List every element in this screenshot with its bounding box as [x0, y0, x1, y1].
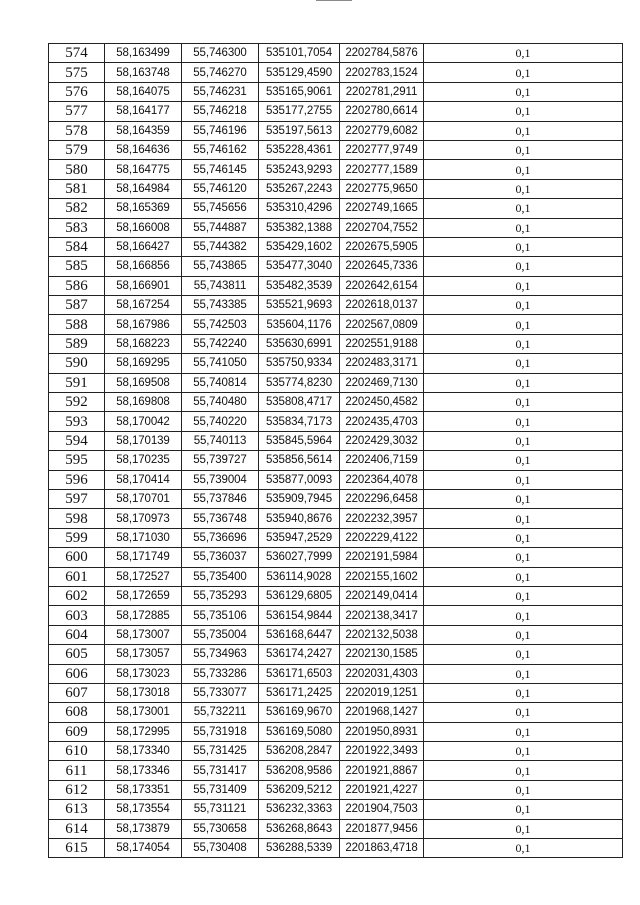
latitude-cell: 58,174054 [105, 839, 182, 858]
latitude-cell: 58,170139 [105, 431, 182, 450]
coord-x-cell: 536171,6503 [259, 664, 340, 683]
longitude-cell: 55,742240 [182, 334, 259, 353]
table-row [49, 140, 623, 159]
coord-x-cell: 535630,6991 [259, 334, 340, 353]
coord-x-cell: 535808,4717 [259, 393, 340, 412]
longitude-cell: 55,740220 [182, 412, 259, 431]
latitude-cell: 58,170042 [105, 412, 182, 431]
accuracy-cell: 0,1 [424, 199, 623, 218]
point-number-cell: 608 [49, 703, 105, 722]
coord-x-cell: 535382,1388 [259, 218, 340, 237]
point-number-cell: 612 [49, 780, 105, 799]
longitude-cell: 55,731409 [182, 780, 259, 799]
latitude-cell: 58,172527 [105, 567, 182, 586]
coord-y-cell: 2201968,1427 [340, 703, 424, 722]
coord-x-cell: 535429,1602 [259, 237, 340, 256]
point-number-cell: 597 [49, 489, 105, 508]
longitude-cell: 55,732211 [182, 703, 259, 722]
latitude-cell: 58,169508 [105, 373, 182, 392]
accuracy-cell: 0,1 [424, 645, 623, 664]
coord-y-cell: 2202777,1589 [340, 160, 424, 179]
point-number-cell: 581 [49, 179, 105, 198]
point-number-cell: 607 [49, 683, 105, 702]
point-number-cell: 575 [49, 63, 105, 82]
table-row [49, 179, 623, 198]
latitude-cell: 58,164984 [105, 179, 182, 198]
latitude-cell: 58,173340 [105, 742, 182, 761]
longitude-cell: 55,731121 [182, 800, 259, 819]
table-row [49, 102, 623, 121]
table-row [49, 606, 623, 625]
point-number-cell: 595 [49, 451, 105, 470]
coord-x-cell: 535129,4590 [259, 63, 340, 82]
table-row [49, 121, 623, 140]
latitude-cell: 58,173007 [105, 625, 182, 644]
accuracy-cell: 0,1 [424, 761, 623, 780]
accuracy-cell: 0,1 [424, 819, 623, 838]
latitude-cell: 58,173351 [105, 780, 182, 799]
coord-y-cell: 2202551,9188 [340, 334, 424, 353]
point-number-cell: 615 [49, 839, 105, 858]
accuracy-cell: 0,1 [424, 140, 623, 159]
table-row [49, 431, 623, 450]
accuracy-cell: 0,1 [424, 664, 623, 683]
coord-y-cell: 2202777,9749 [340, 140, 424, 159]
longitude-cell: 55,746300 [182, 44, 259, 63]
coord-x-cell: 536154,9844 [259, 606, 340, 625]
coord-x-cell: 535177,2755 [259, 102, 340, 121]
coord-y-cell: 2202130,1585 [340, 645, 424, 664]
coord-x-cell: 536232,3363 [259, 800, 340, 819]
table-row [49, 354, 623, 373]
longitude-cell: 55,742503 [182, 315, 259, 334]
accuracy-cell: 0,1 [424, 780, 623, 799]
coord-x-cell: 535101,7054 [259, 44, 340, 63]
latitude-cell: 58,164359 [105, 121, 182, 140]
point-number-cell: 599 [49, 528, 105, 547]
coord-y-cell: 2202155,1602 [340, 567, 424, 586]
accuracy-cell: 0,1 [424, 354, 623, 373]
latitude-cell: 58,172659 [105, 586, 182, 605]
table-row [49, 160, 623, 179]
coord-x-cell: 535845,5964 [259, 431, 340, 450]
accuracy-cell: 0,1 [424, 839, 623, 858]
longitude-cell: 55,746120 [182, 179, 259, 198]
latitude-cell: 58,166008 [105, 218, 182, 237]
point-number-cell: 585 [49, 257, 105, 276]
longitude-cell: 55,733286 [182, 664, 259, 683]
table-row [49, 393, 623, 412]
accuracy-cell: 0,1 [424, 625, 623, 644]
latitude-cell: 58,173001 [105, 703, 182, 722]
longitude-cell: 55,731918 [182, 722, 259, 741]
latitude-cell: 58,173554 [105, 800, 182, 819]
longitude-cell: 55,734963 [182, 645, 259, 664]
page-edge-line [316, 0, 352, 1]
coord-y-cell: 2202191,5984 [340, 548, 424, 567]
latitude-cell: 58,171030 [105, 528, 182, 547]
longitude-cell: 55,731425 [182, 742, 259, 761]
latitude-cell: 58,164075 [105, 82, 182, 101]
coord-y-cell: 2202567,0809 [340, 315, 424, 334]
longitude-cell: 55,743385 [182, 296, 259, 315]
coord-x-cell: 535267,2243 [259, 179, 340, 198]
accuracy-cell: 0,1 [424, 218, 623, 237]
latitude-cell: 58,170973 [105, 509, 182, 528]
accuracy-cell: 0,1 [424, 276, 623, 295]
coord-y-cell: 2202296,6458 [340, 489, 424, 508]
coord-y-cell: 2201921,8867 [340, 761, 424, 780]
coord-y-cell: 2202229,4122 [340, 528, 424, 547]
accuracy-cell: 0,1 [424, 509, 623, 528]
coord-y-cell: 2202483,3171 [340, 354, 424, 373]
longitude-cell: 55,736037 [182, 548, 259, 567]
latitude-cell: 58,163499 [105, 44, 182, 63]
coord-x-cell: 536169,9670 [259, 703, 340, 722]
accuracy-cell: 0,1 [424, 567, 623, 586]
point-number-cell: 600 [49, 548, 105, 567]
latitude-cell: 58,163748 [105, 63, 182, 82]
table-row [49, 451, 623, 470]
accuracy-cell: 0,1 [424, 451, 623, 470]
point-number-cell: 584 [49, 237, 105, 256]
point-number-cell: 601 [49, 567, 105, 586]
latitude-cell: 58,166856 [105, 257, 182, 276]
coord-x-cell: 535243,9293 [259, 160, 340, 179]
longitude-cell: 55,740814 [182, 373, 259, 392]
coord-y-cell: 2202780,6614 [340, 102, 424, 121]
coord-x-cell: 535909,7945 [259, 489, 340, 508]
coord-y-cell: 2201921,4227 [340, 780, 424, 799]
accuracy-cell: 0,1 [424, 393, 623, 412]
accuracy-cell: 0,1 [424, 412, 623, 431]
coordinates-table-body [49, 44, 623, 858]
accuracy-cell: 0,1 [424, 703, 623, 722]
coord-y-cell: 2202469,7130 [340, 373, 424, 392]
point-number-cell: 574 [49, 44, 105, 63]
point-number-cell: 580 [49, 160, 105, 179]
coord-y-cell: 2202779,6082 [340, 121, 424, 140]
longitude-cell: 55,744887 [182, 218, 259, 237]
accuracy-cell: 0,1 [424, 722, 623, 741]
table-row [49, 645, 623, 664]
coord-y-cell: 2201877,9456 [340, 819, 424, 838]
latitude-cell: 58,167254 [105, 296, 182, 315]
table-row [49, 489, 623, 508]
accuracy-cell: 0,1 [424, 179, 623, 198]
table-row [49, 548, 623, 567]
point-number-cell: 578 [49, 121, 105, 140]
point-number-cell: 594 [49, 431, 105, 450]
accuracy-cell: 0,1 [424, 470, 623, 489]
accuracy-cell: 0,1 [424, 296, 623, 315]
longitude-cell: 55,743811 [182, 276, 259, 295]
point-number-cell: 579 [49, 140, 105, 159]
table-row [49, 819, 623, 838]
coord-x-cell: 536168,6447 [259, 625, 340, 644]
coord-y-cell: 2201863,4718 [340, 839, 424, 858]
longitude-cell: 55,735400 [182, 567, 259, 586]
accuracy-cell: 0,1 [424, 334, 623, 353]
coord-x-cell: 536268,8643 [259, 819, 340, 838]
table-row [49, 63, 623, 82]
latitude-cell: 58,164177 [105, 102, 182, 121]
coord-x-cell: 536027,7999 [259, 548, 340, 567]
coord-x-cell: 535477,3040 [259, 257, 340, 276]
latitude-cell: 58,165369 [105, 199, 182, 218]
table-row [49, 742, 623, 761]
latitude-cell: 58,173057 [105, 645, 182, 664]
accuracy-cell: 0,1 [424, 606, 623, 625]
coord-x-cell: 536129,6805 [259, 586, 340, 605]
point-number-cell: 593 [49, 412, 105, 431]
latitude-cell: 58,169295 [105, 354, 182, 373]
longitude-cell: 55,739727 [182, 451, 259, 470]
point-number-cell: 598 [49, 509, 105, 528]
coord-x-cell: 535604,1176 [259, 315, 340, 334]
table-row [49, 296, 623, 315]
table-row [49, 199, 623, 218]
point-number-cell: 586 [49, 276, 105, 295]
coord-y-cell: 2202149,0414 [340, 586, 424, 605]
point-number-cell: 611 [49, 761, 105, 780]
coord-x-cell: 536208,9586 [259, 761, 340, 780]
point-number-cell: 604 [49, 625, 105, 644]
latitude-cell: 58,170414 [105, 470, 182, 489]
coord-y-cell: 2202781,2911 [340, 82, 424, 101]
table-row [49, 412, 623, 431]
coord-y-cell: 2202749,1665 [340, 199, 424, 218]
coord-y-cell: 2202784,5876 [340, 44, 424, 63]
latitude-cell: 58,168223 [105, 334, 182, 353]
table-row [49, 800, 623, 819]
longitude-cell: 55,746270 [182, 63, 259, 82]
longitude-cell: 55,737846 [182, 489, 259, 508]
point-number-cell: 577 [49, 102, 105, 121]
latitude-cell: 58,173346 [105, 761, 182, 780]
coord-x-cell: 535940,8676 [259, 509, 340, 528]
latitude-cell: 58,172995 [105, 722, 182, 741]
accuracy-cell: 0,1 [424, 528, 623, 547]
accuracy-cell: 0,1 [424, 160, 623, 179]
longitude-cell: 55,739004 [182, 470, 259, 489]
accuracy-cell: 0,1 [424, 800, 623, 819]
coord-y-cell: 2202645,7336 [340, 257, 424, 276]
table-row [49, 761, 623, 780]
longitude-cell: 55,746231 [182, 82, 259, 101]
latitude-cell: 58,167986 [105, 315, 182, 334]
point-number-cell: 596 [49, 470, 105, 489]
longitude-cell: 55,746145 [182, 160, 259, 179]
point-number-cell: 587 [49, 296, 105, 315]
point-number-cell: 605 [49, 645, 105, 664]
accuracy-cell: 0,1 [424, 237, 623, 256]
table-row [49, 528, 623, 547]
coord-y-cell: 2201950,8931 [340, 722, 424, 741]
longitude-cell: 55,743865 [182, 257, 259, 276]
table-row [49, 218, 623, 237]
coord-y-cell: 2202364,4078 [340, 470, 424, 489]
table-row [49, 257, 623, 276]
coord-x-cell: 535750,9334 [259, 354, 340, 373]
coord-y-cell: 2202406,7159 [340, 451, 424, 470]
point-number-cell: 603 [49, 606, 105, 625]
coord-x-cell: 535774,8230 [259, 373, 340, 392]
coord-x-cell: 535197,5613 [259, 121, 340, 140]
coord-y-cell: 2202704,7552 [340, 218, 424, 237]
table-row [49, 509, 623, 528]
coord-y-cell: 2202642,6154 [340, 276, 424, 295]
coord-y-cell: 2202435,4703 [340, 412, 424, 431]
table-row [49, 722, 623, 741]
accuracy-cell: 0,1 [424, 742, 623, 761]
table-row [49, 703, 623, 722]
longitude-cell: 55,740113 [182, 431, 259, 450]
coord-y-cell: 2202019,1251 [340, 683, 424, 702]
coord-y-cell: 2201904,7503 [340, 800, 424, 819]
table-row [49, 315, 623, 334]
point-number-cell: 614 [49, 819, 105, 838]
longitude-cell: 55,730658 [182, 819, 259, 838]
longitude-cell: 55,731417 [182, 761, 259, 780]
coordinates-table [48, 43, 623, 858]
latitude-cell: 58,170701 [105, 489, 182, 508]
accuracy-cell: 0,1 [424, 548, 623, 567]
coord-x-cell: 536169,5080 [259, 722, 340, 741]
coord-y-cell: 2202132,5038 [340, 625, 424, 644]
table-row [49, 334, 623, 353]
longitude-cell: 55,733077 [182, 683, 259, 702]
coord-y-cell: 2202031,4303 [340, 664, 424, 683]
coord-y-cell: 2202232,3957 [340, 509, 424, 528]
point-number-cell: 583 [49, 218, 105, 237]
coord-x-cell: 535856,5614 [259, 451, 340, 470]
coord-y-cell: 2202675,5905 [340, 237, 424, 256]
coord-y-cell: 2202450,4582 [340, 393, 424, 412]
coord-x-cell: 536209,5212 [259, 780, 340, 799]
coord-y-cell: 2202783,1524 [340, 63, 424, 82]
coord-x-cell: 536208,2847 [259, 742, 340, 761]
table-row [49, 664, 623, 683]
latitude-cell: 58,173018 [105, 683, 182, 702]
longitude-cell: 55,744382 [182, 237, 259, 256]
latitude-cell: 58,164775 [105, 160, 182, 179]
table-row [49, 839, 623, 858]
latitude-cell: 58,170235 [105, 451, 182, 470]
table-row [49, 237, 623, 256]
longitude-cell: 55,746218 [182, 102, 259, 121]
table-row [49, 567, 623, 586]
coord-x-cell: 536114,9028 [259, 567, 340, 586]
latitude-cell: 58,169808 [105, 393, 182, 412]
longitude-cell: 55,735293 [182, 586, 259, 605]
accuracy-cell: 0,1 [424, 315, 623, 334]
longitude-cell: 55,746196 [182, 121, 259, 140]
point-number-cell: 590 [49, 354, 105, 373]
point-number-cell: 613 [49, 800, 105, 819]
longitude-cell: 55,746162 [182, 140, 259, 159]
accuracy-cell: 0,1 [424, 257, 623, 276]
accuracy-cell: 0,1 [424, 431, 623, 450]
point-number-cell: 592 [49, 393, 105, 412]
latitude-cell: 58,166427 [105, 237, 182, 256]
point-number-cell: 609 [49, 722, 105, 741]
table-row [49, 44, 623, 63]
point-number-cell: 610 [49, 742, 105, 761]
point-number-cell: 582 [49, 199, 105, 218]
accuracy-cell: 0,1 [424, 489, 623, 508]
longitude-cell: 55,736748 [182, 509, 259, 528]
table-row [49, 586, 623, 605]
table-row [49, 470, 623, 489]
coord-x-cell: 535310,4296 [259, 199, 340, 218]
longitude-cell: 55,735106 [182, 606, 259, 625]
table-row [49, 683, 623, 702]
point-number-cell: 588 [49, 315, 105, 334]
point-number-cell: 591 [49, 373, 105, 392]
accuracy-cell: 0,1 [424, 121, 623, 140]
accuracy-cell: 0,1 [424, 373, 623, 392]
table-row [49, 276, 623, 295]
latitude-cell: 58,173879 [105, 819, 182, 838]
longitude-cell: 55,745656 [182, 199, 259, 218]
coord-x-cell: 535228,4361 [259, 140, 340, 159]
coord-x-cell: 536288,5339 [259, 839, 340, 858]
coord-y-cell: 2202429,3032 [340, 431, 424, 450]
table-row [49, 780, 623, 799]
coord-x-cell: 535947,2529 [259, 528, 340, 547]
latitude-cell: 58,171749 [105, 548, 182, 567]
coord-x-cell: 536171,2425 [259, 683, 340, 702]
longitude-cell: 55,741050 [182, 354, 259, 373]
coord-x-cell: 535834,7173 [259, 412, 340, 431]
longitude-cell: 55,730408 [182, 839, 259, 858]
latitude-cell: 58,172885 [105, 606, 182, 625]
point-number-cell: 576 [49, 82, 105, 101]
point-number-cell: 589 [49, 334, 105, 353]
coord-y-cell: 2202618,0137 [340, 296, 424, 315]
point-number-cell: 602 [49, 586, 105, 605]
longitude-cell: 55,736696 [182, 528, 259, 547]
point-number-cell: 606 [49, 664, 105, 683]
accuracy-cell: 0,1 [424, 102, 623, 121]
table-row [49, 625, 623, 644]
accuracy-cell: 0,1 [424, 44, 623, 63]
coord-x-cell: 536174,2427 [259, 645, 340, 664]
latitude-cell: 58,166901 [105, 276, 182, 295]
accuracy-cell: 0,1 [424, 586, 623, 605]
latitude-cell: 58,164636 [105, 140, 182, 159]
accuracy-cell: 0,1 [424, 82, 623, 101]
coord-x-cell: 535482,3539 [259, 276, 340, 295]
table-row [49, 82, 623, 101]
coord-y-cell: 2202138,3417 [340, 606, 424, 625]
longitude-cell: 55,740480 [182, 393, 259, 412]
latitude-cell: 58,173023 [105, 664, 182, 683]
coord-y-cell: 2201922,3493 [340, 742, 424, 761]
coord-x-cell: 535877,0093 [259, 470, 340, 489]
coord-x-cell: 535521,9693 [259, 296, 340, 315]
accuracy-cell: 0,1 [424, 63, 623, 82]
coord-y-cell: 2202775,9650 [340, 179, 424, 198]
coord-x-cell: 535165,9061 [259, 82, 340, 101]
table-row [49, 373, 623, 392]
accuracy-cell: 0,1 [424, 683, 623, 702]
longitude-cell: 55,735004 [182, 625, 259, 644]
